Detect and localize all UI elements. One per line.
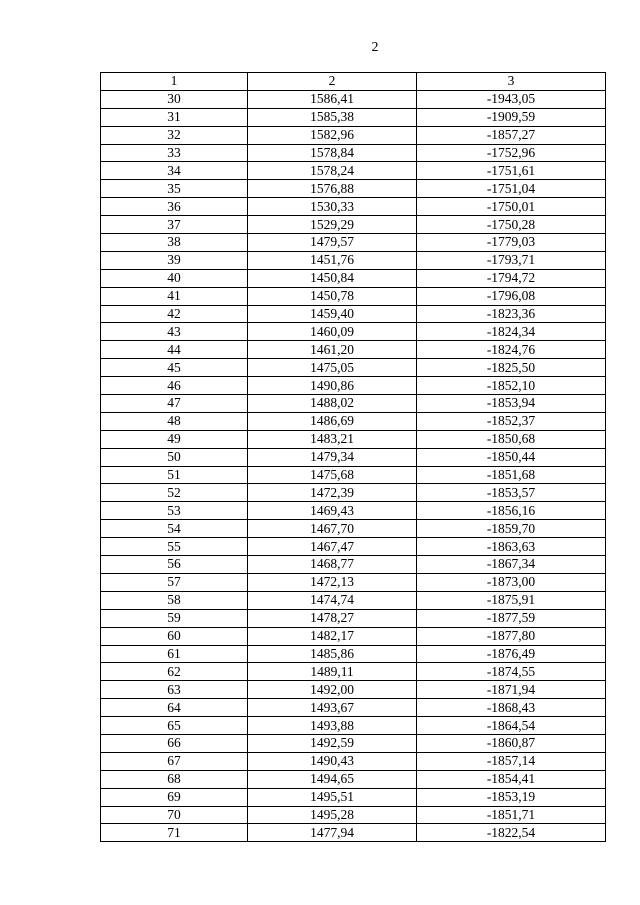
table-row — [101, 556, 606, 574]
cell-x-coordinate: 1479,57 — [248, 234, 417, 252]
cell-point-number: 58 — [101, 591, 248, 609]
table-row — [101, 502, 606, 520]
cell-point-number: 40 — [101, 269, 248, 287]
table-row — [101, 609, 606, 627]
cell-x-coordinate: 1488,02 — [248, 395, 417, 413]
cell-x-coordinate: 1493,67 — [248, 699, 417, 717]
table-row — [101, 108, 606, 126]
cell-point-number: 62 — [101, 663, 248, 681]
cell-x-coordinate: 1490,43 — [248, 752, 417, 770]
cell-y-coordinate: -1750,28 — [417, 216, 606, 234]
cell-y-coordinate: -1850,68 — [417, 430, 606, 448]
cell-x-coordinate: 1483,21 — [248, 430, 417, 448]
table-row — [101, 466, 606, 484]
table-row — [101, 717, 606, 735]
table-row — [101, 198, 606, 216]
cell-x-coordinate: 1492,59 — [248, 734, 417, 752]
cell-point-number: 67 — [101, 752, 248, 770]
cell-x-coordinate: 1495,28 — [248, 806, 417, 824]
cell-y-coordinate: -1824,34 — [417, 323, 606, 341]
cell-point-number: 32 — [101, 126, 248, 144]
cell-x-coordinate: 1467,47 — [248, 538, 417, 556]
cell-y-coordinate: -1943,05 — [417, 90, 606, 108]
cell-point-number: 51 — [101, 466, 248, 484]
table-row — [101, 269, 606, 287]
table-row — [101, 627, 606, 645]
cell-x-coordinate: 1585,38 — [248, 108, 417, 126]
cell-point-number: 37 — [101, 216, 248, 234]
cell-point-number: 56 — [101, 556, 248, 574]
header-cell-y: 3 — [417, 73, 606, 91]
table-row — [101, 538, 606, 556]
table-row — [101, 216, 606, 234]
cell-y-coordinate: -1873,00 — [417, 573, 606, 591]
table-row — [101, 341, 606, 359]
cell-x-coordinate: 1489,11 — [248, 663, 417, 681]
cell-point-number: 66 — [101, 734, 248, 752]
cell-x-coordinate: 1582,96 — [248, 126, 417, 144]
cell-point-number: 33 — [101, 144, 248, 162]
cell-y-coordinate: -1751,04 — [417, 180, 606, 198]
table-row — [101, 573, 606, 591]
cell-x-coordinate: 1472,39 — [248, 484, 417, 502]
table-row — [101, 377, 606, 395]
cell-x-coordinate: 1490,86 — [248, 377, 417, 395]
cell-y-coordinate: -1876,49 — [417, 645, 606, 663]
table-row — [101, 824, 606, 842]
cell-x-coordinate: 1461,20 — [248, 341, 417, 359]
cell-x-coordinate: 1529,29 — [248, 216, 417, 234]
cell-y-coordinate: -1853,57 — [417, 484, 606, 502]
coordinates-table — [100, 72, 606, 842]
cell-point-number: 60 — [101, 627, 248, 645]
cell-y-coordinate: -1854,41 — [417, 770, 606, 788]
cell-y-coordinate: -1794,72 — [417, 269, 606, 287]
cell-x-coordinate: 1586,41 — [248, 90, 417, 108]
cell-y-coordinate: -1851,71 — [417, 806, 606, 824]
table-row — [101, 251, 606, 269]
cell-y-coordinate: -1871,94 — [417, 681, 606, 699]
cell-point-number: 48 — [101, 412, 248, 430]
cell-y-coordinate: -1863,63 — [417, 538, 606, 556]
table-row — [101, 663, 606, 681]
cell-y-coordinate: -1852,37 — [417, 412, 606, 430]
cell-y-coordinate: -1751,61 — [417, 162, 606, 180]
cell-point-number: 30 — [101, 90, 248, 108]
cell-y-coordinate: -1824,76 — [417, 341, 606, 359]
cell-x-coordinate: 1478,27 — [248, 609, 417, 627]
header-cell-x: 2 — [248, 73, 417, 91]
cell-y-coordinate: -1793,71 — [417, 251, 606, 269]
cell-y-coordinate: -1857,14 — [417, 752, 606, 770]
cell-point-number: 64 — [101, 699, 248, 717]
cell-y-coordinate: -1875,91 — [417, 591, 606, 609]
header-cell-point: 1 — [101, 73, 248, 91]
cell-x-coordinate: 1486,69 — [248, 412, 417, 430]
cell-point-number: 36 — [101, 198, 248, 216]
table-row — [101, 734, 606, 752]
table-row — [101, 788, 606, 806]
cell-x-coordinate: 1495,51 — [248, 788, 417, 806]
table-row — [101, 430, 606, 448]
cell-point-number: 71 — [101, 824, 248, 842]
cell-y-coordinate: -1823,36 — [417, 305, 606, 323]
cell-point-number: 42 — [101, 305, 248, 323]
cell-y-coordinate: -1822,54 — [417, 824, 606, 842]
table-row — [101, 305, 606, 323]
cell-point-number: 45 — [101, 359, 248, 377]
table-row — [101, 681, 606, 699]
table-row — [101, 323, 606, 341]
cell-x-coordinate: 1459,40 — [248, 305, 417, 323]
cell-y-coordinate: -1909,59 — [417, 108, 606, 126]
cell-point-number: 68 — [101, 770, 248, 788]
table-row — [101, 806, 606, 824]
cell-x-coordinate: 1477,94 — [248, 824, 417, 842]
cell-x-coordinate: 1460,09 — [248, 323, 417, 341]
cell-point-number: 59 — [101, 609, 248, 627]
table-body — [101, 73, 606, 842]
cell-y-coordinate: -1874,55 — [417, 663, 606, 681]
table-row — [101, 234, 606, 252]
cell-y-coordinate: -1859,70 — [417, 520, 606, 538]
cell-point-number: 70 — [101, 806, 248, 824]
cell-x-coordinate: 1468,77 — [248, 556, 417, 574]
table-row — [101, 448, 606, 466]
page-number: 2 — [371, 40, 379, 55]
cell-x-coordinate: 1485,86 — [248, 645, 417, 663]
cell-y-coordinate: -1779,03 — [417, 234, 606, 252]
table-row — [101, 162, 606, 180]
cell-y-coordinate: -1877,80 — [417, 627, 606, 645]
table-row — [101, 699, 606, 717]
cell-point-number: 54 — [101, 520, 248, 538]
table-row — [101, 412, 606, 430]
table-row — [101, 287, 606, 305]
cell-y-coordinate: -1860,87 — [417, 734, 606, 752]
cell-point-number: 65 — [101, 717, 248, 735]
table-row — [101, 520, 606, 538]
cell-y-coordinate: -1868,43 — [417, 699, 606, 717]
cell-point-number: 47 — [101, 395, 248, 413]
cell-y-coordinate: -1825,50 — [417, 359, 606, 377]
table-row — [101, 484, 606, 502]
cell-point-number: 69 — [101, 788, 248, 806]
table-row — [101, 180, 606, 198]
table-row — [101, 770, 606, 788]
cell-point-number: 43 — [101, 323, 248, 341]
cell-x-coordinate: 1472,13 — [248, 573, 417, 591]
cell-x-coordinate: 1493,88 — [248, 717, 417, 735]
table-row — [101, 752, 606, 770]
cell-point-number: 46 — [101, 377, 248, 395]
cell-x-coordinate: 1467,70 — [248, 520, 417, 538]
cell-y-coordinate: -1864,54 — [417, 717, 606, 735]
cell-point-number: 41 — [101, 287, 248, 305]
cell-point-number: 31 — [101, 108, 248, 126]
cell-point-number: 57 — [101, 573, 248, 591]
table-row — [101, 359, 606, 377]
cell-point-number: 34 — [101, 162, 248, 180]
cell-y-coordinate: -1752,96 — [417, 144, 606, 162]
cell-point-number: 35 — [101, 180, 248, 198]
cell-x-coordinate: 1492,00 — [248, 681, 417, 699]
cell-x-coordinate: 1451,76 — [248, 251, 417, 269]
table-row — [101, 144, 606, 162]
table-row — [101, 126, 606, 144]
cell-x-coordinate: 1576,88 — [248, 180, 417, 198]
cell-x-coordinate: 1494,65 — [248, 770, 417, 788]
cell-point-number: 52 — [101, 484, 248, 502]
cell-x-coordinate: 1450,78 — [248, 287, 417, 305]
cell-x-coordinate: 1474,74 — [248, 591, 417, 609]
cell-y-coordinate: -1750,01 — [417, 198, 606, 216]
cell-point-number: 63 — [101, 681, 248, 699]
cell-y-coordinate: -1877,59 — [417, 609, 606, 627]
table-row — [101, 90, 606, 108]
cell-y-coordinate: -1851,68 — [417, 466, 606, 484]
cell-y-coordinate: -1850,44 — [417, 448, 606, 466]
table-header-row — [101, 73, 606, 91]
cell-y-coordinate: -1852,10 — [417, 377, 606, 395]
cell-y-coordinate: -1796,08 — [417, 287, 606, 305]
cell-x-coordinate: 1475,05 — [248, 359, 417, 377]
cell-point-number: 39 — [101, 251, 248, 269]
cell-point-number: 44 — [101, 341, 248, 359]
cell-x-coordinate: 1482,17 — [248, 627, 417, 645]
table-row — [101, 591, 606, 609]
cell-y-coordinate: -1853,19 — [417, 788, 606, 806]
cell-x-coordinate: 1530,33 — [248, 198, 417, 216]
cell-point-number: 49 — [101, 430, 248, 448]
cell-point-number: 50 — [101, 448, 248, 466]
cell-y-coordinate: -1867,34 — [417, 556, 606, 574]
cell-x-coordinate: 1469,43 — [248, 502, 417, 520]
cell-x-coordinate: 1450,84 — [248, 269, 417, 287]
cell-point-number: 61 — [101, 645, 248, 663]
cell-point-number: 53 — [101, 502, 248, 520]
cell-y-coordinate: -1853,94 — [417, 395, 606, 413]
cell-point-number: 38 — [101, 234, 248, 252]
cell-x-coordinate: 1578,24 — [248, 162, 417, 180]
cell-x-coordinate: 1475,68 — [248, 466, 417, 484]
cell-x-coordinate: 1479,34 — [248, 448, 417, 466]
cell-y-coordinate: -1856,16 — [417, 502, 606, 520]
cell-y-coordinate: -1857,27 — [417, 126, 606, 144]
cell-x-coordinate: 1578,84 — [248, 144, 417, 162]
table-row — [101, 645, 606, 663]
cell-point-number: 55 — [101, 538, 248, 556]
table-row — [101, 395, 606, 413]
